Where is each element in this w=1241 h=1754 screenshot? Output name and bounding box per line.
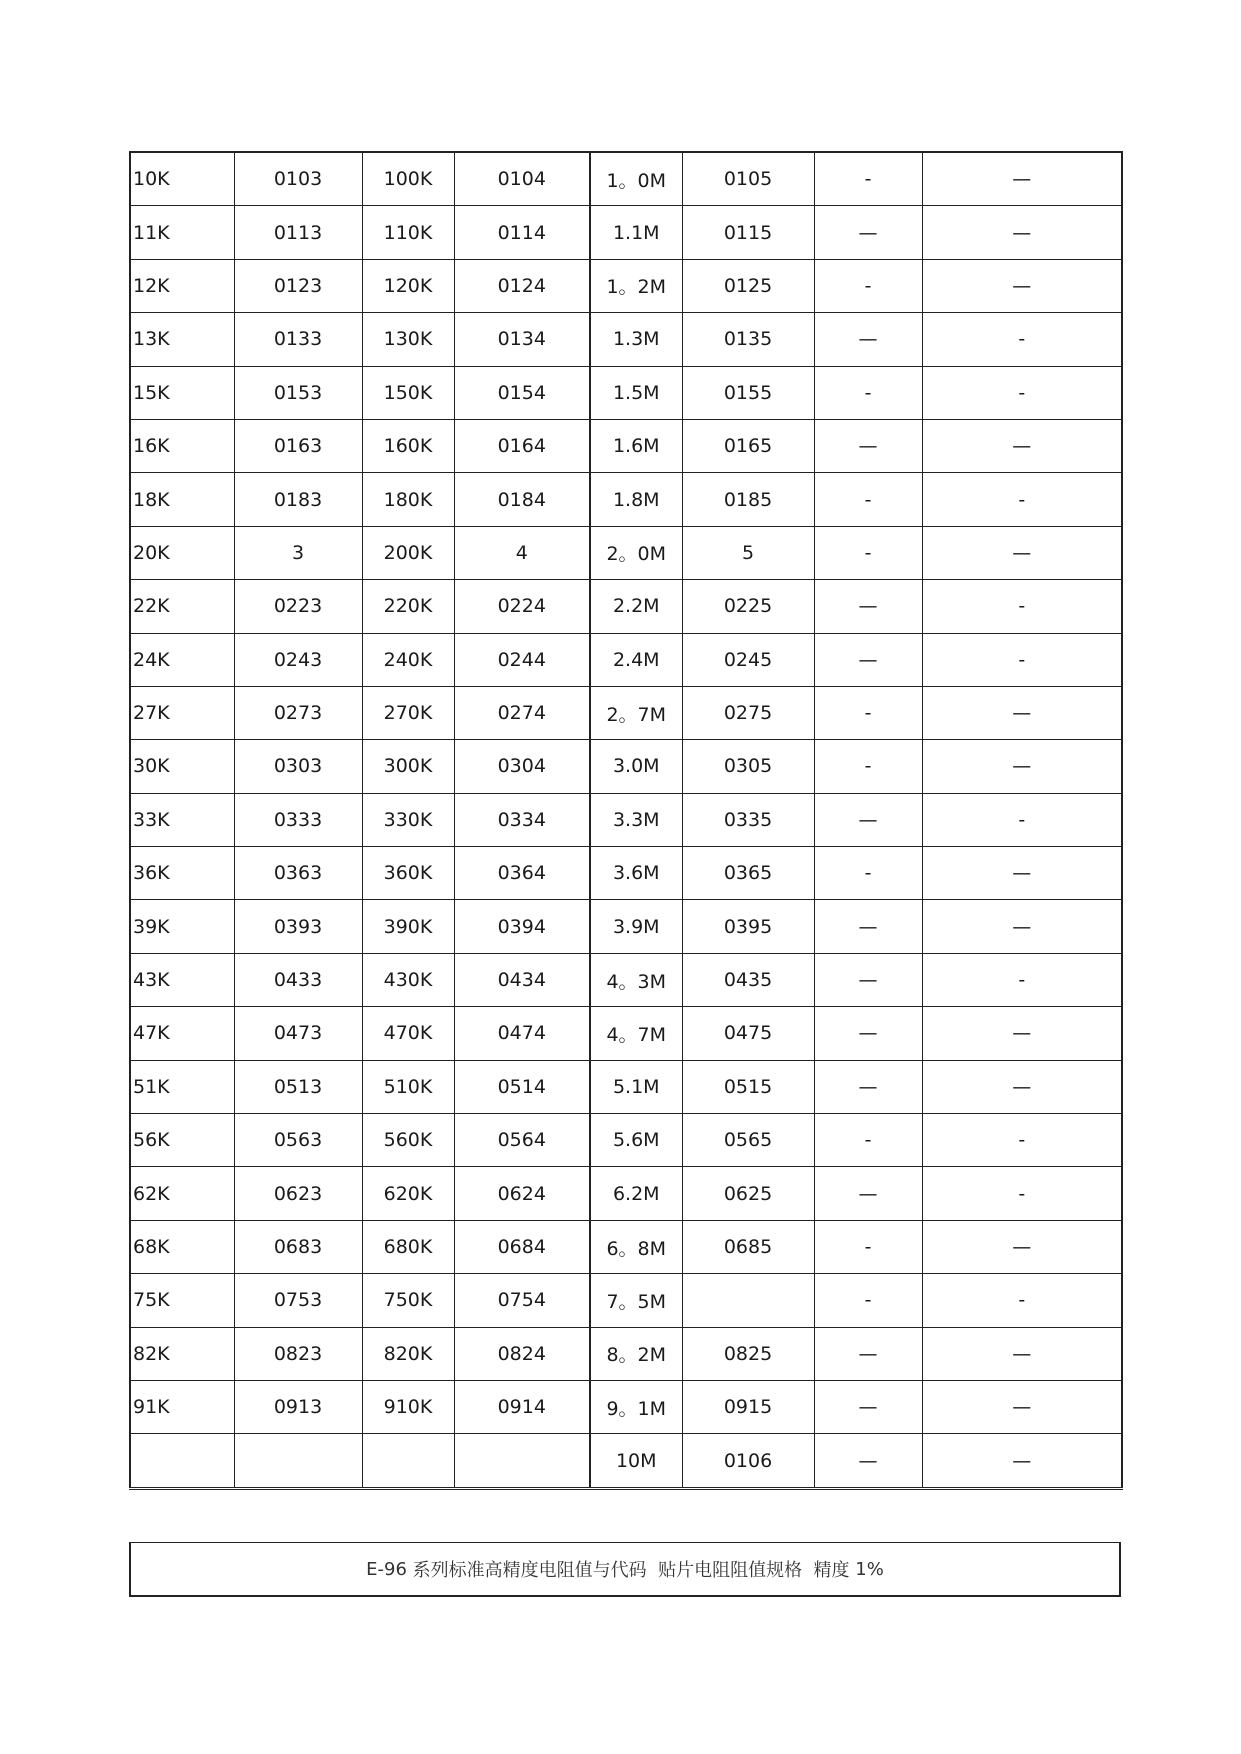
table-cell-resistance-1m-range: 3.3M xyxy=(590,793,682,846)
table-cell-code-10k-range: 0753 xyxy=(234,1274,362,1327)
table-cell-extra-col-2: — xyxy=(922,1380,1122,1433)
table-cell-resistance-10k-range: 68K xyxy=(130,1220,234,1273)
table-cell-resistance-10k-range: 75K xyxy=(130,1274,234,1327)
table-cell-code-100k-range: 0154 xyxy=(454,366,590,419)
table-cell-resistance-10k-range: 51K xyxy=(130,1060,234,1113)
table-cell-extra-col-1: — xyxy=(814,793,922,846)
table-cell-code-1m-range: 0245 xyxy=(682,633,814,686)
table-cell-code-1m-range: 0365 xyxy=(682,847,814,900)
table-cell-code-1m-range: 0825 xyxy=(682,1327,814,1380)
table-cell-resistance-100k-range: 560K xyxy=(362,1114,454,1167)
table-cell-extra-col-1: - xyxy=(814,1220,922,1273)
table-cell-extra-col-2: — xyxy=(922,259,1122,312)
table-cell-code-100k-range: 0564 xyxy=(454,1114,590,1167)
table-cell-resistance-100k-range: 620K xyxy=(362,1167,454,1220)
table-cell-code-100k-range: 0244 xyxy=(454,633,590,686)
table-cell-code-100k-range: 0304 xyxy=(454,740,590,793)
table-cell-code-100k-range: 0474 xyxy=(454,1007,590,1060)
table-cell-resistance-100k-range: 120K xyxy=(362,259,454,312)
table-cell-code-10k-range: 0913 xyxy=(234,1380,362,1433)
resistor-code-table xyxy=(129,151,1123,1490)
table-cell-resistance-100k-range: 130K xyxy=(362,313,454,366)
table-cell-code-1m-range: 0106 xyxy=(682,1434,814,1488)
table-row xyxy=(130,206,1122,259)
table-cell-resistance-100k-range: 270K xyxy=(362,686,454,739)
table-row xyxy=(130,152,1122,206)
table-cell-code-100k-range: 0684 xyxy=(454,1220,590,1273)
table-cell-resistance-100k-range: 680K xyxy=(362,1220,454,1273)
table-row xyxy=(130,1434,1122,1488)
table-cell-code-100k-range: 0394 xyxy=(454,900,590,953)
table-cell-code-1m-range: 0915 xyxy=(682,1380,814,1433)
table-cell-resistance-10k-range: 39K xyxy=(130,900,234,953)
table-cell-resistance-10k-range: 11K xyxy=(130,206,234,259)
table-cell-extra-col-2: — xyxy=(922,526,1122,579)
table-cell-resistance-10k-range: 16K xyxy=(130,419,234,472)
table-cell-resistance-100k-range: 180K xyxy=(362,473,454,526)
table-cell-code-10k-range: 3 xyxy=(234,526,362,579)
table-cell-resistance-10k-range: 27K xyxy=(130,686,234,739)
table-cell-resistance-100k-range: 820K xyxy=(362,1327,454,1380)
table-cell-extra-col-1: — xyxy=(814,1007,922,1060)
table-cell-code-100k-range: 0364 xyxy=(454,847,590,900)
table-cell-extra-col-1: - xyxy=(814,1274,922,1327)
table-cell-code-1m-range: 0275 xyxy=(682,686,814,739)
table-cell-resistance-1m-range: 3.9M xyxy=(590,900,682,953)
table-cell-code-100k-range: 0104 xyxy=(454,152,590,206)
table-cell-code-100k-range: 0274 xyxy=(454,686,590,739)
table-cell-extra-col-2: — xyxy=(922,1327,1122,1380)
table-cell-code-1m-range: 0685 xyxy=(682,1220,814,1273)
table-cell-code-100k-range: 0514 xyxy=(454,1060,590,1113)
table-cell-resistance-1m-range: 6.2M xyxy=(590,1167,682,1220)
table-cell-extra-col-2: - xyxy=(922,366,1122,419)
table-cell-code-10k-range: 0333 xyxy=(234,793,362,846)
table-cell-resistance-1m-range: 1.5M xyxy=(590,366,682,419)
table-row xyxy=(130,473,1122,526)
table-cell-resistance-100k-range: 750K xyxy=(362,1274,454,1327)
table-cell-code-1m-range: 0565 xyxy=(682,1114,814,1167)
table-cell-resistance-100k-range: 240K xyxy=(362,633,454,686)
table-cell-code-10k-range: 0823 xyxy=(234,1327,362,1380)
table-cell-resistance-1m-range: 1。2M xyxy=(590,259,682,312)
table-cell-code-100k-range: 0754 xyxy=(454,1274,590,1327)
table-cell-extra-col-1: — xyxy=(814,1060,922,1113)
table-cell-extra-col-2: - xyxy=(922,313,1122,366)
table-cell-extra-col-2: - xyxy=(922,793,1122,846)
table-body xyxy=(130,152,1122,1488)
table-cell-code-10k-range: 0623 xyxy=(234,1167,362,1220)
table-row xyxy=(130,1060,1122,1113)
table-cell-resistance-1m-range: 1.1M xyxy=(590,206,682,259)
table-cell-extra-col-1: — xyxy=(814,580,922,633)
table-cell-extra-col-1: - xyxy=(814,259,922,312)
table-cell-code-1m-range: 0165 xyxy=(682,419,814,472)
table-cell-extra-col-2: - xyxy=(922,473,1122,526)
table-row xyxy=(130,1380,1122,1433)
table-cell-extra-col-2: - xyxy=(922,580,1122,633)
table-cell-resistance-10k-range: 47K xyxy=(130,1007,234,1060)
table-row xyxy=(130,1220,1122,1273)
table-cell-resistance-1m-range: 5.1M xyxy=(590,1060,682,1113)
table-cell-code-1m-range: 0225 xyxy=(682,580,814,633)
table-cell-code-10k-range: 0133 xyxy=(234,313,362,366)
table-cell-code-1m-range: 5 xyxy=(682,526,814,579)
table-cell-resistance-1m-range: 1.6M xyxy=(590,419,682,472)
table-cell-code-10k-range: 0433 xyxy=(234,953,362,1006)
table-cell-code-1m-range: 0105 xyxy=(682,152,814,206)
table-cell-code-1m-range: 0395 xyxy=(682,900,814,953)
table-cell-resistance-1m-range: 1.8M xyxy=(590,473,682,526)
table-cell-code-10k-range: 0113 xyxy=(234,206,362,259)
table-cell-extra-col-1: — xyxy=(814,1327,922,1380)
table-cell-code-10k-range: 0563 xyxy=(234,1114,362,1167)
table-row xyxy=(130,793,1122,846)
table-cell-code-10k-range: 0163 xyxy=(234,419,362,472)
table-cell-resistance-100k-range: 510K xyxy=(362,1060,454,1113)
table-cell-extra-col-2: - xyxy=(922,1114,1122,1167)
table-cell-extra-col-1: - xyxy=(814,740,922,793)
table-cell-code-1m-range: 0475 xyxy=(682,1007,814,1060)
table-cell-resistance-10k-range: 12K xyxy=(130,259,234,312)
table-cell-extra-col-2: — xyxy=(922,686,1122,739)
table-cell-resistance-10k-range: 18K xyxy=(130,473,234,526)
table-cell-code-100k-range: 0434 xyxy=(454,953,590,1006)
caption-text: 系列标准高精度电阻值与代码 贴片电阻阻值规格 精度 xyxy=(406,1560,856,1581)
table-cell-extra-col-2: — xyxy=(922,847,1122,900)
table-cell-code-1m-range: 0135 xyxy=(682,313,814,366)
table-cell-extra-col-2: — xyxy=(922,419,1122,472)
table-cell-resistance-1m-range: 5.6M xyxy=(590,1114,682,1167)
table-cell-code-1m-range: 0305 xyxy=(682,740,814,793)
table-cell-code-1m-range: 0335 xyxy=(682,793,814,846)
table-row xyxy=(130,1114,1122,1167)
table-cell-resistance-1m-range: 4。3M xyxy=(590,953,682,1006)
table-cell-code-10k-range: 0123 xyxy=(234,259,362,312)
table-cell-resistance-100k-range: 220K xyxy=(362,580,454,633)
table-cell-resistance-10k-range: 22K xyxy=(130,580,234,633)
table-cell-resistance-1m-range: 1.3M xyxy=(590,313,682,366)
table-row xyxy=(130,900,1122,953)
table-cell-extra-col-2: — xyxy=(922,900,1122,953)
table-cell-extra-col-1: - xyxy=(814,847,922,900)
table-row xyxy=(130,1274,1122,1327)
table-cell-extra-col-1: - xyxy=(814,473,922,526)
table-cell-code-100k-range: 0914 xyxy=(454,1380,590,1433)
table-cell-resistance-100k-range: 390K xyxy=(362,900,454,953)
table-cell-extra-col-2: — xyxy=(922,206,1122,259)
table-cell-code-100k-range xyxy=(454,1434,590,1488)
table-row xyxy=(130,526,1122,579)
table-row xyxy=(130,419,1122,472)
caption-suffix: 1% xyxy=(855,1558,884,1580)
table-cell-resistance-10k-range: 43K xyxy=(130,953,234,1006)
table-row xyxy=(130,740,1122,793)
table-cell-resistance-1m-range: 3.6M xyxy=(590,847,682,900)
table-cell-extra-col-1: — xyxy=(814,1167,922,1220)
table-cell-code-100k-range: 4 xyxy=(454,526,590,579)
table-cell-code-100k-range: 0164 xyxy=(454,419,590,472)
table-row xyxy=(130,366,1122,419)
table-cell-code-100k-range: 0624 xyxy=(454,1167,590,1220)
table-cell-resistance-1m-range: 10M xyxy=(590,1434,682,1488)
table-cell-code-10k-range: 0153 xyxy=(234,366,362,419)
table-cell-resistance-10k-range: 24K xyxy=(130,633,234,686)
table-cell-code-1m-range: 0125 xyxy=(682,259,814,312)
table-cell-resistance-10k-range: 15K xyxy=(130,366,234,419)
table-row xyxy=(130,1167,1122,1220)
table-cell-code-10k-range: 0223 xyxy=(234,580,362,633)
table-cell-extra-col-1: — xyxy=(814,900,922,953)
table-cell-extra-col-1: — xyxy=(814,633,922,686)
table-cell-resistance-1m-range: 7。5M xyxy=(590,1274,682,1327)
table-row xyxy=(130,633,1122,686)
table-cell-resistance-100k-range: 470K xyxy=(362,1007,454,1060)
table-cell-code-10k-range: 0683 xyxy=(234,1220,362,1273)
table-cell-resistance-100k-range: 360K xyxy=(362,847,454,900)
table-cell-resistance-10k-range: 82K xyxy=(130,1327,234,1380)
table-cell-code-100k-range: 0134 xyxy=(454,313,590,366)
table-cell-code-1m-range: 0115 xyxy=(682,206,814,259)
table-cell-code-100k-range: 0224 xyxy=(454,580,590,633)
table-row xyxy=(130,686,1122,739)
table-cell-extra-col-1: - xyxy=(814,686,922,739)
table-caption xyxy=(129,1542,1121,1597)
table-row xyxy=(130,953,1122,1006)
table-cell-code-100k-range: 0114 xyxy=(454,206,590,259)
table-cell-code-1m-range: 0155 xyxy=(682,366,814,419)
table-cell-code-1m-range: 0435 xyxy=(682,953,814,1006)
table-cell-code-10k-range: 0513 xyxy=(234,1060,362,1113)
table-cell-resistance-10k-range: 13K xyxy=(130,313,234,366)
table-cell-resistance-1m-range: 3.0M xyxy=(590,740,682,793)
table-cell-resistance-1m-range: 6。8M xyxy=(590,1220,682,1273)
table-cell-code-1m-range: 0515 xyxy=(682,1060,814,1113)
table-cell-resistance-100k-range: 330K xyxy=(362,793,454,846)
table-cell-resistance-100k-range: 910K xyxy=(362,1380,454,1433)
table-cell-extra-col-1: — xyxy=(814,419,922,472)
table-cell-code-10k-range: 0363 xyxy=(234,847,362,900)
table-cell-extra-col-2: — xyxy=(922,1220,1122,1273)
table-cell-resistance-1m-range: 2。0M xyxy=(590,526,682,579)
table-cell-extra-col-2: - xyxy=(922,633,1122,686)
table-cell-resistance-1m-range: 2.4M xyxy=(590,633,682,686)
table-cell-extra-col-2: — xyxy=(922,740,1122,793)
table-cell-code-10k-range: 0273 xyxy=(234,686,362,739)
table-cell-extra-col-1: - xyxy=(814,152,922,206)
table-cell-resistance-10k-range: 91K xyxy=(130,1380,234,1433)
table-cell-code-1m-range xyxy=(682,1274,814,1327)
table-cell-resistance-1m-range: 2。7M xyxy=(590,686,682,739)
caption-prefix: E-96 xyxy=(366,1558,407,1580)
table-cell-code-10k-range: 0393 xyxy=(234,900,362,953)
table-row xyxy=(130,1007,1122,1060)
table-cell-extra-col-2: — xyxy=(922,1060,1122,1113)
table-row xyxy=(130,259,1122,312)
table-cell-resistance-10k-range: 62K xyxy=(130,1167,234,1220)
table-cell-code-10k-range: 0183 xyxy=(234,473,362,526)
table-row xyxy=(130,580,1122,633)
table-cell-code-100k-range: 0124 xyxy=(454,259,590,312)
table-cell-resistance-1m-range: 1。0M xyxy=(590,152,682,206)
table-cell-extra-col-2: — xyxy=(922,1434,1122,1488)
table-cell-resistance-100k-range: 160K xyxy=(362,419,454,472)
table-cell-extra-col-1: — xyxy=(814,1380,922,1433)
table-cell-extra-col-2: - xyxy=(922,1274,1122,1327)
table-cell-extra-col-1: - xyxy=(814,1114,922,1167)
table-cell-extra-col-2: — xyxy=(922,152,1122,206)
table-row xyxy=(130,1327,1122,1380)
table-cell-extra-col-1: — xyxy=(814,953,922,1006)
table-cell-code-1m-range: 0185 xyxy=(682,473,814,526)
table-cell-resistance-100k-range: 300K xyxy=(362,740,454,793)
table-cell-resistance-10k-range: 36K xyxy=(130,847,234,900)
table-cell-extra-col-1: — xyxy=(814,313,922,366)
table-cell-extra-col-1: — xyxy=(814,206,922,259)
table-row xyxy=(130,313,1122,366)
table-cell-code-100k-range: 0824 xyxy=(454,1327,590,1380)
table-cell-code-100k-range: 0334 xyxy=(454,793,590,846)
table-cell-resistance-10k-range: 10K xyxy=(130,152,234,206)
table-cell-code-10k-range: 0243 xyxy=(234,633,362,686)
table-cell-extra-col-2: - xyxy=(922,953,1122,1006)
table-cell-extra-col-1: - xyxy=(814,526,922,579)
table-cell-code-10k-range: 0473 xyxy=(234,1007,362,1060)
table-cell-extra-col-1: — xyxy=(814,1434,922,1488)
table-cell-code-10k-range: 0303 xyxy=(234,740,362,793)
table-cell-code-100k-range: 0184 xyxy=(454,473,590,526)
table-cell-code-10k-range xyxy=(234,1434,362,1488)
table-cell-code-1m-range: 0625 xyxy=(682,1167,814,1220)
table-cell-extra-col-2: — xyxy=(922,1007,1122,1060)
table-cell-resistance-1m-range: 4。7M xyxy=(590,1007,682,1060)
table-cell-resistance-10k-range: 20K xyxy=(130,526,234,579)
table-cell-extra-col-1: - xyxy=(814,366,922,419)
table-cell-resistance-100k-range: 110K xyxy=(362,206,454,259)
table-row xyxy=(130,847,1122,900)
table-cell-resistance-10k-range: 33K xyxy=(130,793,234,846)
table-cell-resistance-100k-range: 430K xyxy=(362,953,454,1006)
table-cell-resistance-10k-range xyxy=(130,1434,234,1488)
table-cell-extra-col-2: - xyxy=(922,1167,1122,1220)
table-cell-resistance-10k-range: 30K xyxy=(130,740,234,793)
table-cell-code-10k-range: 0103 xyxy=(234,152,362,206)
table-cell-resistance-1m-range: 2.2M xyxy=(590,580,682,633)
table-cell-resistance-100k-range: 100K xyxy=(362,152,454,206)
table-cell-resistance-1m-range: 8。2M xyxy=(590,1327,682,1380)
table-cell-resistance-1m-range: 9。1M xyxy=(590,1380,682,1433)
table-cell-resistance-100k-range: 200K xyxy=(362,526,454,579)
table-cell-resistance-100k-range xyxy=(362,1434,454,1488)
table-cell-resistance-10k-range: 56K xyxy=(130,1114,234,1167)
table-cell-resistance-100k-range: 150K xyxy=(362,366,454,419)
